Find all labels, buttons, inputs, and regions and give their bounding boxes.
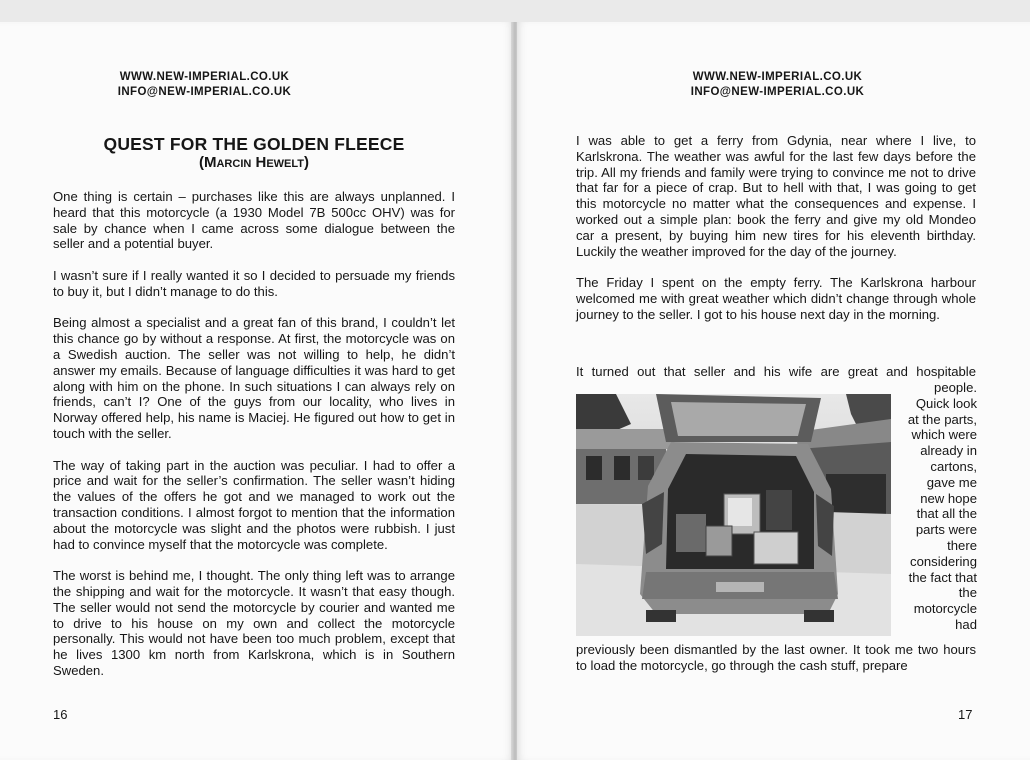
article-title: QUEST FOR THE GOLDEN FLEECE [103, 134, 405, 154]
left-body-text [53, 189, 455, 695]
article-title-block [52, 134, 456, 172]
car-trunk-photo [576, 394, 891, 636]
paragraph-continuation: previously been dismantled by the last owner. It took me two hours to load the motorcycle, go through the cash stuff, prepare [576, 642, 976, 673]
wrap-line: there [947, 537, 977, 553]
wrap-line: motorcycle [913, 601, 977, 617]
paragraph-first-line: It turned out that seller and his wife are great and hospitable [576, 364, 976, 379]
left-page [0, 22, 513, 760]
paragraph: One thing is certain – purchases like this are always unplanned. I heard that this motorcycle (a 1930 Model 7B 500cc OHV) was for sale by chance when I came across some dialogue between the seller and a potential buyer. [53, 189, 455, 252]
paragraph: The Friday I spent on the empty ferry. The Karlskrona harbour welcomed me with great weather which didn’t change through whole journey to the seller. I got to his house next day in the morning. [576, 275, 976, 322]
wrap-line: people. [934, 380, 977, 395]
car-trunk-photo-illustration [576, 394, 891, 636]
wrap-line: that all the [916, 506, 977, 522]
right-body-text [576, 133, 976, 338]
wrap-line: Quick look [915, 395, 977, 411]
wrap-line: new hope [920, 490, 977, 506]
header-url: WWW.NEW-IMPERIAL.CO.UK [692, 71, 863, 83]
wrap-line: already in [920, 443, 977, 459]
paragraph: Being almost a specialist and a great fan of this brand, I couldn’t let this chance go by without a response. At first, the motorcycle was on a Swedish auction. The seller was not willing to help, he didn’t answer my emails. Because of language difficulties it was hard to get along with him on the phone. In such situations I can always rely on friends, can’t I? One of the guys from our locality, who lives in Norway offered help, his name is Maciej. He figured out how to get in touch with the seller. [53, 315, 455, 441]
wrap-line: gave me [926, 474, 977, 490]
left-page-header [0, 70, 461, 100]
page-number: 16 [53, 707, 68, 722]
paragraph: The way of taking part in the auction was peculiar. I had to offer a price and wait for the seller’s confirmation. The seller wasn’t hiding the values of the offers he got and we managed to work out the transaction conditions. I almost forgot to mention that the information about the motorcycle was slight and the photos were rubbish. I just had to convince myself that the motorcycle was complete. [53, 457, 455, 552]
scan-top-edge [0, 0, 1030, 22]
right-page-header [521, 70, 1030, 100]
wrap-line: the [958, 585, 977, 601]
header-url: WWW.NEW-IMPERIAL.CO.UK [119, 71, 290, 83]
wrap-line: had [955, 616, 977, 632]
photo-wrap-text [899, 380, 977, 633]
header-email: INFO@NEW-IMPERIAL.CO.UK [690, 86, 865, 98]
paragraph: I was able to get a ferry from Gdynia, near where I live, to Karlskrona. The weather was awful for the last few days before the trip. All my friends and family were trying to convince me not to drive that far for a piece of crap. But to hell with that, I was going to get this motorcycle no matter what the consequences and expense. I worked out a simple plan: book the ferry and give my old Mondeo car a present, by buying him new tires for his eleventh birthday. Luckily the weather improved for the day of the journey. [576, 133, 976, 259]
wrap-line: cartons, [930, 458, 977, 474]
paragraph: I wasn’t sure if I really wanted it so I decided to persuade my friends to buy it, but I didn’t manage to do this. [53, 267, 455, 299]
wrap-line: at the parts, [907, 411, 977, 427]
wrap-line: parts were [915, 522, 977, 538]
right-page [517, 22, 1030, 760]
paragraph: The worst is behind me, I thought. The only thing left was to arrange the shipping and wait for the motorcycle. It wasn’t that easy though. The seller would not send the motorcycle by courier and wanted me to drive to his house on my own and collect the motorcycle personally. This would not have been too much problem, except that he lives 1300 km north from Karlskrona, which is in Southern Sweden. [53, 568, 455, 678]
page-number: 17 [958, 707, 973, 722]
wrap-line: considering [910, 553, 977, 569]
wrap-line: which were [911, 427, 977, 443]
wrap-line: the fact that [908, 569, 977, 585]
header-email: INFO@NEW-IMPERIAL.CO.UK [117, 86, 292, 98]
article-author: (Marcin Hewelt) [199, 154, 309, 171]
